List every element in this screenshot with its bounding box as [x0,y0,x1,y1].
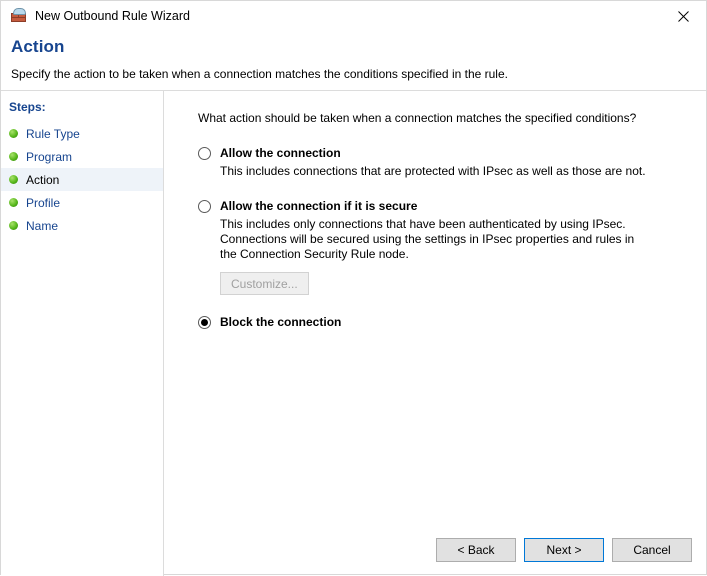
step-bullet-icon [9,198,18,207]
option-label: Allow the connection [220,146,341,160]
sidebar-item-label: Program [26,149,73,164]
page-header [1,31,706,81]
radio-allow-connection[interactable] [198,147,211,160]
steps-sidebar [1,91,164,576]
sidebar-item-label: Profile [26,195,61,210]
sidebar-item-program[interactable] [1,145,163,168]
page-title: Action [11,37,65,56]
steps-label: Steps: [9,100,46,114]
firewall-rule-icon [10,7,28,25]
sidebar-item-action[interactable] [1,168,163,191]
option-description: This includes only connections that have been authenticated by using IPsec. Connections will be secured using the settings in IPsec properties and rules in the Connection Security Rule node. [220,217,635,261]
option-block-connection[interactable] [198,315,706,329]
option-spacer [198,295,706,315]
close-icon [678,11,689,22]
window-title: New Outbound Rule Wizard [35,9,190,23]
action-options-group [198,146,706,329]
sidebar-item-label: Name [26,218,59,233]
wizard-body [1,90,706,576]
option-label: Block the connection [220,315,342,329]
main-panel [164,91,706,576]
step-bullet-icon [9,129,18,138]
title-bar [1,1,706,31]
sidebar-item-name[interactable] [1,214,163,237]
next-button[interactable]: Next > [524,538,604,562]
option-allow-if-secure[interactable] [198,199,706,295]
radio-block-connection[interactable] [198,316,211,329]
customize-button[interactable]: Customize... [220,272,309,295]
sidebar-item-label: Action [26,172,60,187]
option-allow-connection[interactable] [198,146,706,179]
cancel-button[interactable]: Cancel [612,538,692,562]
page-subtitle: Specify the action to be taken when a connection matches the conditions specified in the rule. [11,67,508,81]
back-button[interactable]: < Back [436,538,516,562]
sidebar-item-profile[interactable] [1,191,163,214]
step-bullet-icon [9,175,18,184]
sidebar-item-rule-type[interactable] [1,122,163,145]
close-button[interactable] [661,1,706,31]
option-label: Allow the connection if it is secure [220,199,418,213]
option-spacer [198,179,706,199]
step-bullet-icon [9,221,18,230]
option-description: This includes connections that are protected with IPsec as well as those are not. [220,164,646,178]
sidebar-item-label: Rule Type [26,126,80,141]
radio-allow-if-secure[interactable] [198,200,211,213]
step-bullet-icon [9,152,18,161]
action-question: What action should be taken when a connection matches the specified conditions? [198,111,637,125]
wizard-footer [164,524,706,576]
